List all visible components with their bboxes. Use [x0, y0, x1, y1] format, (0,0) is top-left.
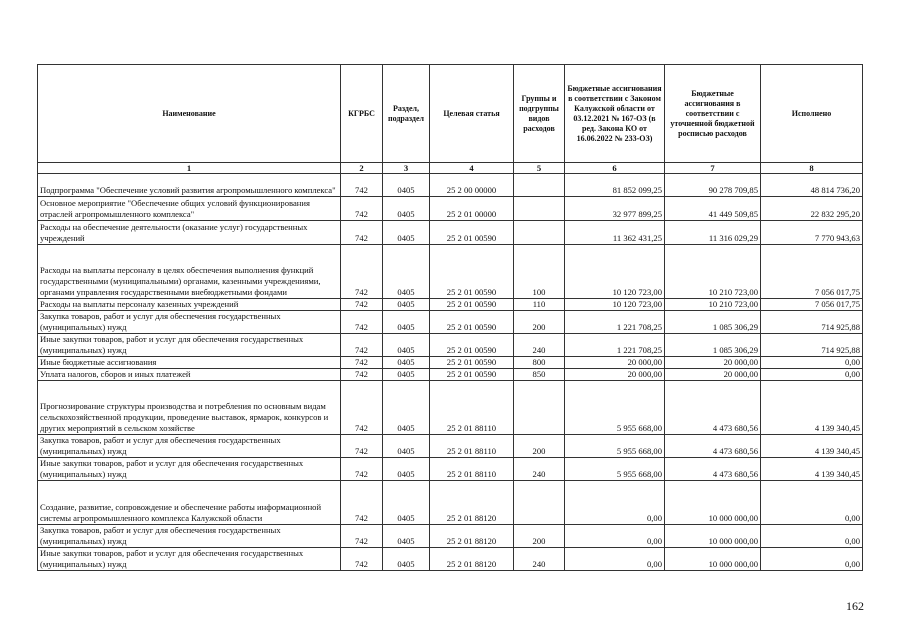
cell-law: 10 120 723,00: [565, 299, 665, 311]
cell-name: Расходы на выплаты персоналу в целях обеспечения выполнения функций государственными (муниципальными) органами, казенными учреждениями, органами управления государственными внебюджетными фондами: [38, 245, 341, 299]
cell-kgrbs: 742: [341, 299, 383, 311]
cell-name: Иные закупки товаров, работ и услуг для обеспечения государственных (муниципальных) нужд: [38, 458, 341, 481]
cell-executed: 22 832 295,20: [761, 197, 863, 221]
cell-target: 25 2 01 00590: [430, 369, 514, 381]
cell-section: 0405: [383, 548, 430, 571]
cell-refined: 90 278 709,85: [665, 174, 761, 197]
cell-section: 0405: [383, 197, 430, 221]
cell-name: Прогнозирование структуры производства и потребления по основным видам сельскохозяйственной продукции, проведение выставок, ярмарок, конкурсов и других мероприятий в сельском хозяйстве: [38, 381, 341, 435]
cell-refined: 41 449 509,85: [665, 197, 761, 221]
column-number: 2: [341, 163, 383, 174]
cell-kgrbs: 742: [341, 525, 383, 548]
cell-section: 0405: [383, 299, 430, 311]
header-name: Наименование: [38, 65, 341, 163]
cell-section: 0405: [383, 458, 430, 481]
cell-group: [514, 197, 565, 221]
header-row: [38, 65, 863, 163]
cell-group: 200: [514, 311, 565, 334]
cell-target: 25 2 01 88120: [430, 481, 514, 525]
cell-refined: 10 000 000,00: [665, 525, 761, 548]
cell-law: 1 221 708,25: [565, 334, 665, 357]
cell-law: 5 955 668,00: [565, 381, 665, 435]
cell-target: 25 2 00 00000: [430, 174, 514, 197]
table-row: [38, 435, 863, 458]
cell-kgrbs: 742: [341, 245, 383, 299]
cell-group: [514, 174, 565, 197]
column-number: 3: [383, 163, 430, 174]
cell-target: 25 2 01 88120: [430, 525, 514, 548]
column-number: 7: [665, 163, 761, 174]
cell-law: 11 362 431,25: [565, 221, 665, 245]
cell-kgrbs: 742: [341, 458, 383, 481]
column-numbers-row: [38, 163, 863, 174]
cell-kgrbs: 742: [341, 548, 383, 571]
cell-section: 0405: [383, 381, 430, 435]
cell-kgrbs: 742: [341, 357, 383, 369]
cell-law: 0,00: [565, 548, 665, 571]
cell-law: 32 977 899,25: [565, 197, 665, 221]
cell-section: 0405: [383, 334, 430, 357]
cell-kgrbs: 742: [341, 334, 383, 357]
cell-executed: 0,00: [761, 548, 863, 571]
cell-refined: 11 316 029,29: [665, 221, 761, 245]
cell-name: Иные закупки товаров, работ и услуг для обеспечения государственных (муниципальных) нужд: [38, 334, 341, 357]
cell-name: Иные бюджетные ассигнования: [38, 357, 341, 369]
cell-kgrbs: 742: [341, 174, 383, 197]
page-number: 162: [846, 599, 864, 613]
cell-target: 25 2 01 00000: [430, 197, 514, 221]
header-budget-refined: Бюджетные ассигнования в соответствии с уточненной бюджетной росписью расходов: [665, 65, 761, 163]
cell-group: 100: [514, 245, 565, 299]
cell-section: 0405: [383, 369, 430, 381]
cell-name: Закупка товаров, работ и услуг для обеспечения государственных (муниципальных) нужд: [38, 525, 341, 548]
cell-name: Закупка товаров, работ и услуг для обеспечения государственных (муниципальных) нужд: [38, 311, 341, 334]
cell-law: 20 000,00: [565, 357, 665, 369]
cell-group: 200: [514, 525, 565, 548]
cell-section: 0405: [383, 245, 430, 299]
cell-refined: 10 210 723,00: [665, 245, 761, 299]
column-number: 1: [38, 163, 341, 174]
header-target: Целевая статья: [430, 65, 514, 163]
header-executed: Исполнено: [761, 65, 863, 163]
header-section: Раздел, подраздел: [383, 65, 430, 163]
header-budget-law: Бюджетные ассигнования в соответствии с Законом Калужской области от 03.12.2021 № 167-ОЗ (в ред. Закона КО от 16.06.2022 № 233-ОЗ): [565, 65, 665, 163]
column-number: 8: [761, 163, 863, 174]
table-body: [38, 174, 863, 571]
cell-law: 0,00: [565, 481, 665, 525]
cell-group: 240: [514, 548, 565, 571]
cell-group: [514, 381, 565, 435]
cell-kgrbs: 742: [341, 221, 383, 245]
cell-refined: 20 000,00: [665, 357, 761, 369]
cell-section: 0405: [383, 481, 430, 525]
cell-group: [514, 221, 565, 245]
cell-executed: 0,00: [761, 357, 863, 369]
cell-name: Уплата налогов, сборов и иных платежей: [38, 369, 341, 381]
cell-executed: 7 770 943,63: [761, 221, 863, 245]
table-row: [38, 174, 863, 197]
cell-refined: 4 473 680,56: [665, 458, 761, 481]
cell-section: 0405: [383, 221, 430, 245]
cell-law: 5 955 668,00: [565, 458, 665, 481]
cell-target: 25 2 01 88110: [430, 381, 514, 435]
cell-law: 1 221 708,25: [565, 311, 665, 334]
cell-target: 25 2 01 00590: [430, 357, 514, 369]
cell-section: 0405: [383, 357, 430, 369]
table-row: [38, 357, 863, 369]
cell-target: 25 2 01 00590: [430, 221, 514, 245]
cell-kgrbs: 742: [341, 435, 383, 458]
cell-name: Иные закупки товаров, работ и услуг для обеспечения государственных (муниципальных) нужд: [38, 548, 341, 571]
cell-law: 20 000,00: [565, 369, 665, 381]
header-groups: Группы и подгруппы видов расходов: [514, 65, 565, 163]
cell-refined: 1 085 306,29: [665, 334, 761, 357]
cell-target: 25 2 01 00590: [430, 245, 514, 299]
table-row: [38, 381, 863, 435]
cell-law: 10 120 723,00: [565, 245, 665, 299]
cell-executed: 714 925,88: [761, 311, 863, 334]
cell-law: 5 955 668,00: [565, 435, 665, 458]
column-number: 4: [430, 163, 514, 174]
cell-kgrbs: 742: [341, 381, 383, 435]
cell-executed: 4 139 340,45: [761, 435, 863, 458]
cell-group: 240: [514, 334, 565, 357]
cell-group: 240: [514, 458, 565, 481]
cell-target: 25 2 01 00590: [430, 299, 514, 311]
cell-section: 0405: [383, 311, 430, 334]
cell-kgrbs: 742: [341, 197, 383, 221]
cell-executed: 4 139 340,45: [761, 381, 863, 435]
cell-name: Подпрограмма "Обеспечение условий развития агропромышленного комплекса": [38, 174, 341, 197]
table-row: [38, 548, 863, 571]
cell-target: 25 2 01 00590: [430, 334, 514, 357]
cell-section: 0405: [383, 435, 430, 458]
cell-target: 25 2 01 88120: [430, 548, 514, 571]
cell-law: 81 852 099,25: [565, 174, 665, 197]
cell-executed: 0,00: [761, 525, 863, 548]
cell-section: 0405: [383, 525, 430, 548]
cell-refined: 4 473 680,56: [665, 381, 761, 435]
table-row: [38, 458, 863, 481]
column-number: 6: [565, 163, 665, 174]
cell-executed: 7 056 017,75: [761, 299, 863, 311]
cell-executed: 0,00: [761, 481, 863, 525]
cell-group: 850: [514, 369, 565, 381]
cell-name: Расходы на выплаты персоналу казенных учреждений: [38, 299, 341, 311]
table-row: [38, 369, 863, 381]
header-kgrbs: КГРБС: [341, 65, 383, 163]
table-row: [38, 299, 863, 311]
budget-table: [37, 64, 863, 571]
cell-name: Создание, развитие, сопровождение и обеспечение работы информационной системы агропромышленного комплекса Калужской области: [38, 481, 341, 525]
cell-target: 25 2 01 88110: [430, 435, 514, 458]
cell-refined: 10 000 000,00: [665, 481, 761, 525]
cell-refined: 1 085 306,29: [665, 311, 761, 334]
cell-refined: 20 000,00: [665, 369, 761, 381]
cell-refined: 10 000 000,00: [665, 548, 761, 571]
table-row: [38, 334, 863, 357]
cell-kgrbs: 742: [341, 369, 383, 381]
cell-group: 110: [514, 299, 565, 311]
table-row: [38, 311, 863, 334]
table-row: [38, 221, 863, 245]
table-row: [38, 481, 863, 525]
cell-executed: 4 139 340,45: [761, 458, 863, 481]
cell-group: 800: [514, 357, 565, 369]
cell-section: 0405: [383, 174, 430, 197]
cell-executed: 48 814 736,20: [761, 174, 863, 197]
cell-executed: 714 925,88: [761, 334, 863, 357]
cell-group: 200: [514, 435, 565, 458]
cell-kgrbs: 742: [341, 311, 383, 334]
cell-name: Расходы на обеспечение деятельности (оказание услуг) государственных учреждений: [38, 221, 341, 245]
table-row: [38, 197, 863, 221]
column-number: 5: [514, 163, 565, 174]
cell-name: Закупка товаров, работ и услуг для обеспечения государственных (муниципальных) нужд: [38, 435, 341, 458]
cell-kgrbs: 742: [341, 481, 383, 525]
cell-target: 25 2 01 88110: [430, 458, 514, 481]
cell-executed: 7 056 017,75: [761, 245, 863, 299]
table-row: [38, 525, 863, 548]
cell-name: Основное мероприятие "Обеспечение общих условий функционирования отраслей агропромышленного комплекса": [38, 197, 341, 221]
table-row: [38, 245, 863, 299]
cell-target: 25 2 01 00590: [430, 311, 514, 334]
cell-executed: 0,00: [761, 369, 863, 381]
cell-law: 0,00: [565, 525, 665, 548]
cell-group: [514, 481, 565, 525]
cell-refined: 4 473 680,56: [665, 435, 761, 458]
cell-refined: 10 210 723,00: [665, 299, 761, 311]
